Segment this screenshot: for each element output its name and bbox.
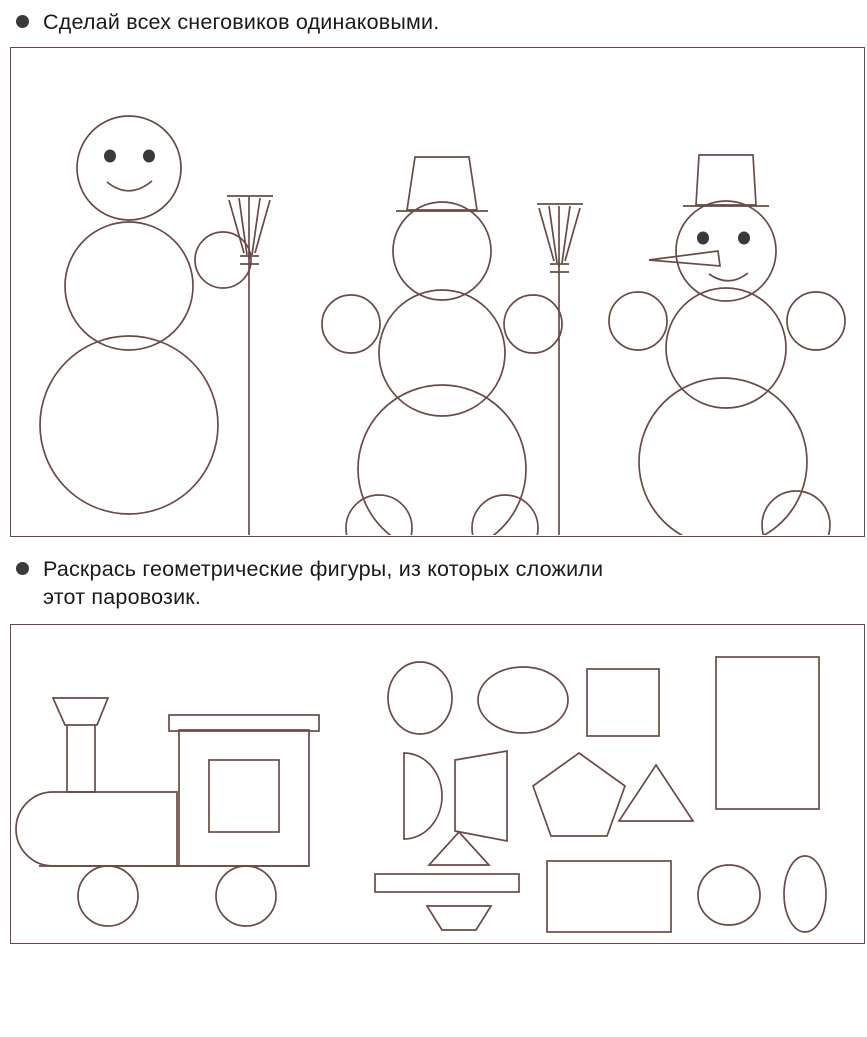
shape-bank — [375, 657, 826, 932]
broom — [537, 204, 583, 535]
train-panel — [10, 624, 865, 944]
head-circle — [393, 202, 491, 300]
shape-long-thin-rectangle — [375, 874, 519, 892]
snowman-3 — [609, 155, 845, 535]
bottom-circle — [40, 336, 218, 514]
bullet-dot-icon — [16, 15, 29, 28]
chimney-rect — [67, 725, 95, 792]
shape-trapezoid-wide — [455, 751, 507, 841]
task-2-line-1: Раскрась геометрические фигуры, из которых сложили — [43, 556, 604, 581]
eye-left-icon — [697, 231, 709, 244]
task-2 — [8, 547, 859, 616]
shape-triangle — [619, 765, 693, 821]
train-shapes-illustration — [11, 625, 864, 943]
shape-rectangle-tall — [716, 657, 819, 809]
wheel-circle-rear — [216, 866, 276, 926]
task-2-line-2: этот паровозик. — [43, 585, 202, 610]
head-circle — [77, 116, 181, 220]
chimney-trapezoid — [53, 698, 108, 725]
arm-circle-right — [195, 232, 251, 288]
shape-trapezoid-small — [427, 906, 491, 930]
shape-ellipse-narrow — [784, 856, 826, 932]
head-circle — [676, 201, 776, 301]
foot-circle-left — [346, 495, 412, 535]
task-1-text — [43, 8, 439, 37]
eye-right-icon — [738, 231, 750, 244]
shape-semicircle — [404, 753, 442, 839]
foot-circle-right — [472, 495, 538, 535]
eye-left-icon — [104, 149, 116, 162]
cabin-window-square — [209, 760, 279, 832]
snowmen-panel — [10, 47, 865, 537]
bottom-circle — [639, 378, 807, 535]
eye-right-icon — [143, 149, 155, 162]
arm-circle-left — [322, 295, 380, 353]
snowman-2 — [322, 157, 583, 535]
cabin-roof-rect — [169, 715, 319, 731]
shape-circle — [388, 662, 452, 734]
middle-circle — [666, 288, 786, 408]
arm-circle-right — [787, 292, 845, 350]
bucket-hat — [696, 155, 756, 205]
foot-circle-right — [762, 491, 830, 535]
broom — [227, 196, 273, 535]
carrot-nose — [649, 251, 720, 266]
shape-rectangle-wide — [547, 861, 671, 932]
smile — [709, 273, 748, 281]
snowman-1 — [40, 116, 273, 535]
shape-square — [587, 669, 659, 736]
task-2-text — [43, 555, 603, 612]
middle-circle — [65, 222, 193, 350]
arm-circle-left — [609, 292, 667, 350]
shape-pentagon — [533, 753, 625, 836]
boiler-rounded-rect — [16, 792, 177, 866]
wheel-circle-front — [78, 866, 138, 926]
task-1-line-1: Сделай всех снеговиков одинаковыми. — [43, 10, 440, 34]
bottom-circle — [358, 385, 526, 535]
train-drawing — [16, 698, 319, 926]
shape-ellipse-wide — [478, 667, 568, 733]
arm-circle-right — [504, 295, 562, 353]
bullet-dot-icon — [16, 562, 29, 575]
task-1 — [8, 0, 859, 41]
cabin-rect — [179, 730, 309, 866]
snowmen-illustration — [11, 48, 864, 535]
shape-circle-small — [698, 865, 760, 925]
shape-small-triangle — [429, 832, 489, 865]
smile — [107, 181, 152, 191]
